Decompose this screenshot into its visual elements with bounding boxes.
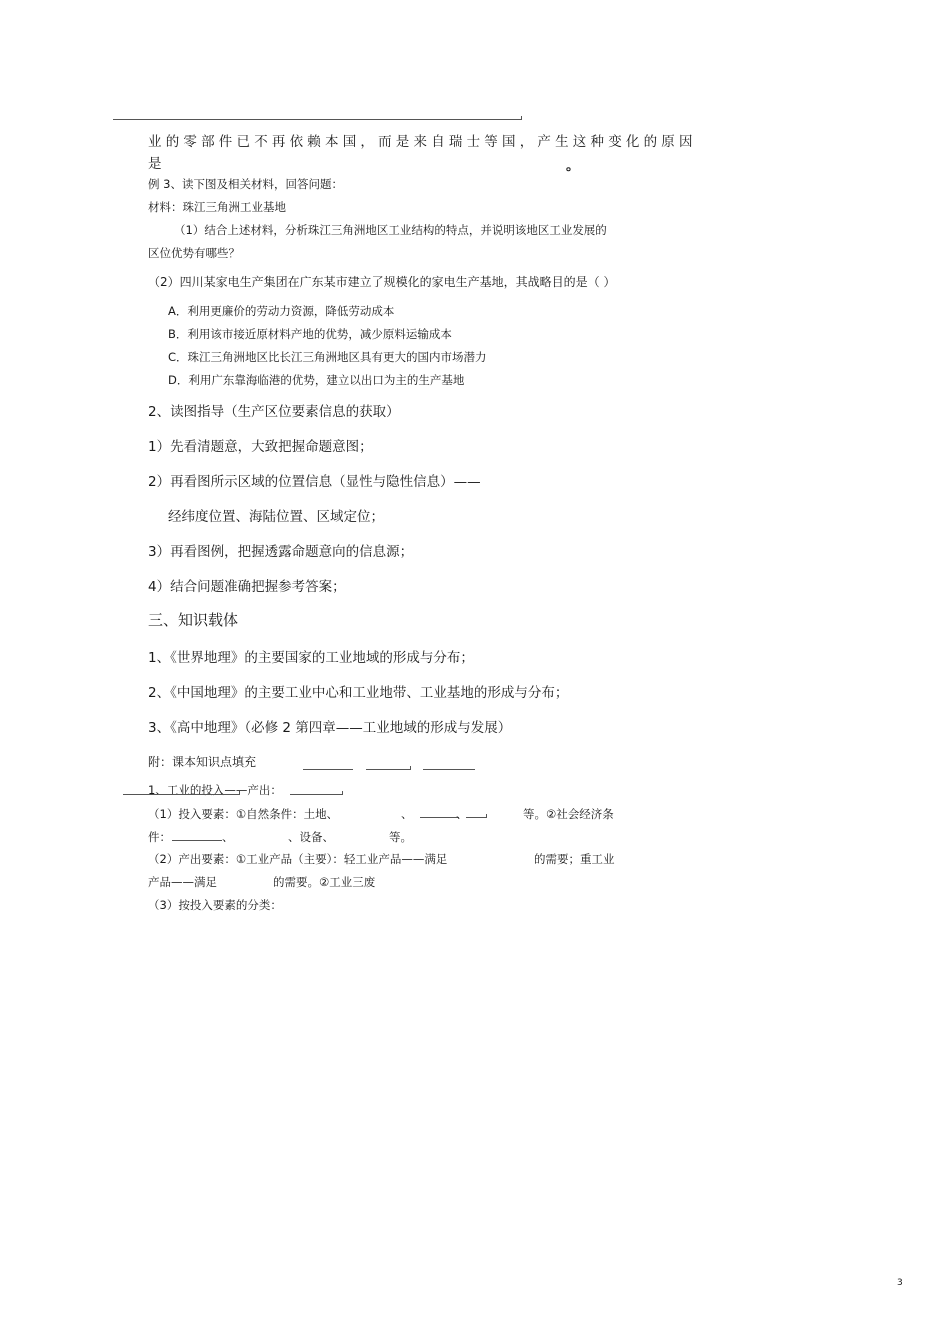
- option-c: C．珠江三角洲地区比长江三角洲地区具有更大的国内市场潜力: [168, 350, 487, 364]
- fill-item-6: （3）按投入要素的分类：: [148, 898, 282, 912]
- blank-line-tick: [410, 766, 411, 770]
- fill-item-5-part-b: 的需要。②工业三废: [273, 875, 376, 889]
- fill-item-2-part-b: 、: [401, 807, 413, 821]
- option-d: D．利用广东靠海临港的优势，建立以出口为主的生产基地: [168, 373, 465, 387]
- guide-step-2: 2）再看图所示区域的位置信息（显性与隐性信息）——: [148, 474, 481, 490]
- guide-heading: 2、读图指导（生产区位要素信息的获取）: [148, 404, 400, 420]
- blank-line: [466, 817, 486, 818]
- knowledge-item-3: 3、《高中地理》（必修 2 第四章——工业地域的形成与发展）: [148, 720, 512, 736]
- example-3-heading: 例 3、读下图及相关材料，回答问题：: [148, 177, 343, 191]
- blank-line-tick: [486, 814, 487, 818]
- top-rule: [113, 119, 522, 120]
- knowledge-item-1: 1、《世界地理》的主要国家的工业地域的形成与分布；: [148, 650, 474, 666]
- fill-item-1: 1、工业的投入——产出：: [148, 783, 282, 797]
- text-line-2-end: 。: [566, 158, 580, 174]
- blank-line: [366, 769, 410, 770]
- fill-item-2-part-a: （1）投入要素：①自然条件：土地、: [148, 807, 339, 821]
- fill-item-3-part-d: 等。: [389, 830, 412, 844]
- question-1-line-a: （1）结合上述材料，分析珠江三角洲地区工业结构的特点，并说明该地区工业发展的: [174, 223, 607, 237]
- top-rule-tick: [521, 116, 522, 120]
- left-margin-rule: [123, 794, 239, 795]
- question-2: （2）四川某家电生产集团在广东某市建立了规模化的家电生产基地，其战略目的是（ ）: [148, 275, 616, 289]
- text-line-2: 是: [148, 156, 162, 172]
- knowledge-item-2: 2、《中国地理》的主要工业中心和工业地带、工业基地的形成与分布；: [148, 685, 569, 701]
- option-a: A．利用更廉价的劳动力资源，降低劳动成本: [168, 304, 395, 318]
- section-3-heading: 三、知识载体: [148, 611, 239, 629]
- fill-item-5-part-a: 产品——满足: [148, 875, 217, 889]
- guide-step-2-detail: 经纬度位置、海陆位置、区域定位；: [168, 509, 384, 525]
- fill-item-4-part-a: （2）产出要素：①工业产品（主要）：轻工业产品——满足: [148, 852, 448, 866]
- guide-step-3: 3）再看图例，把握透露命题意向的信息源；: [148, 544, 414, 560]
- guide-step-1: 1）先看清题意，大致把握命题意图；: [148, 439, 373, 455]
- fill-item-3-part-b: 、: [222, 830, 234, 844]
- fill-item-2-part-c: 、: [456, 807, 468, 821]
- blank-line: [420, 817, 458, 818]
- option-b: B．利用该市接近原材料产地的优势，减少原料运输成本: [168, 327, 452, 341]
- blank-line: [290, 794, 342, 795]
- appendix-heading: 附：课本知识点填充: [148, 755, 257, 769]
- question-1-line-b: 区位优势有哪些？: [148, 246, 240, 260]
- guide-step-4: 4）结合问题准确把握参考答案；: [148, 579, 346, 595]
- blank-line: [303, 769, 353, 770]
- blank-line-tick: [342, 791, 343, 795]
- page-number: 3: [897, 1278, 903, 1288]
- fill-item-3-part-c: 、设备、: [288, 830, 334, 844]
- fill-item-2-part-d: 等。②社会经济条: [523, 807, 614, 821]
- fill-item-3-part-a: 件：: [148, 830, 171, 844]
- blank-line: [172, 840, 222, 841]
- fill-item-4-part-b: 的需要；重工业: [534, 852, 615, 866]
- text-line-1: 业的零部件已不再依赖本国，而是来自瑞士等国，产生这种变化的原因: [148, 134, 697, 150]
- blank-line: [423, 769, 475, 770]
- material-line: 材料：珠江三角洲工业基地: [148, 200, 286, 214]
- left-margin-rule-tick: [239, 791, 240, 795]
